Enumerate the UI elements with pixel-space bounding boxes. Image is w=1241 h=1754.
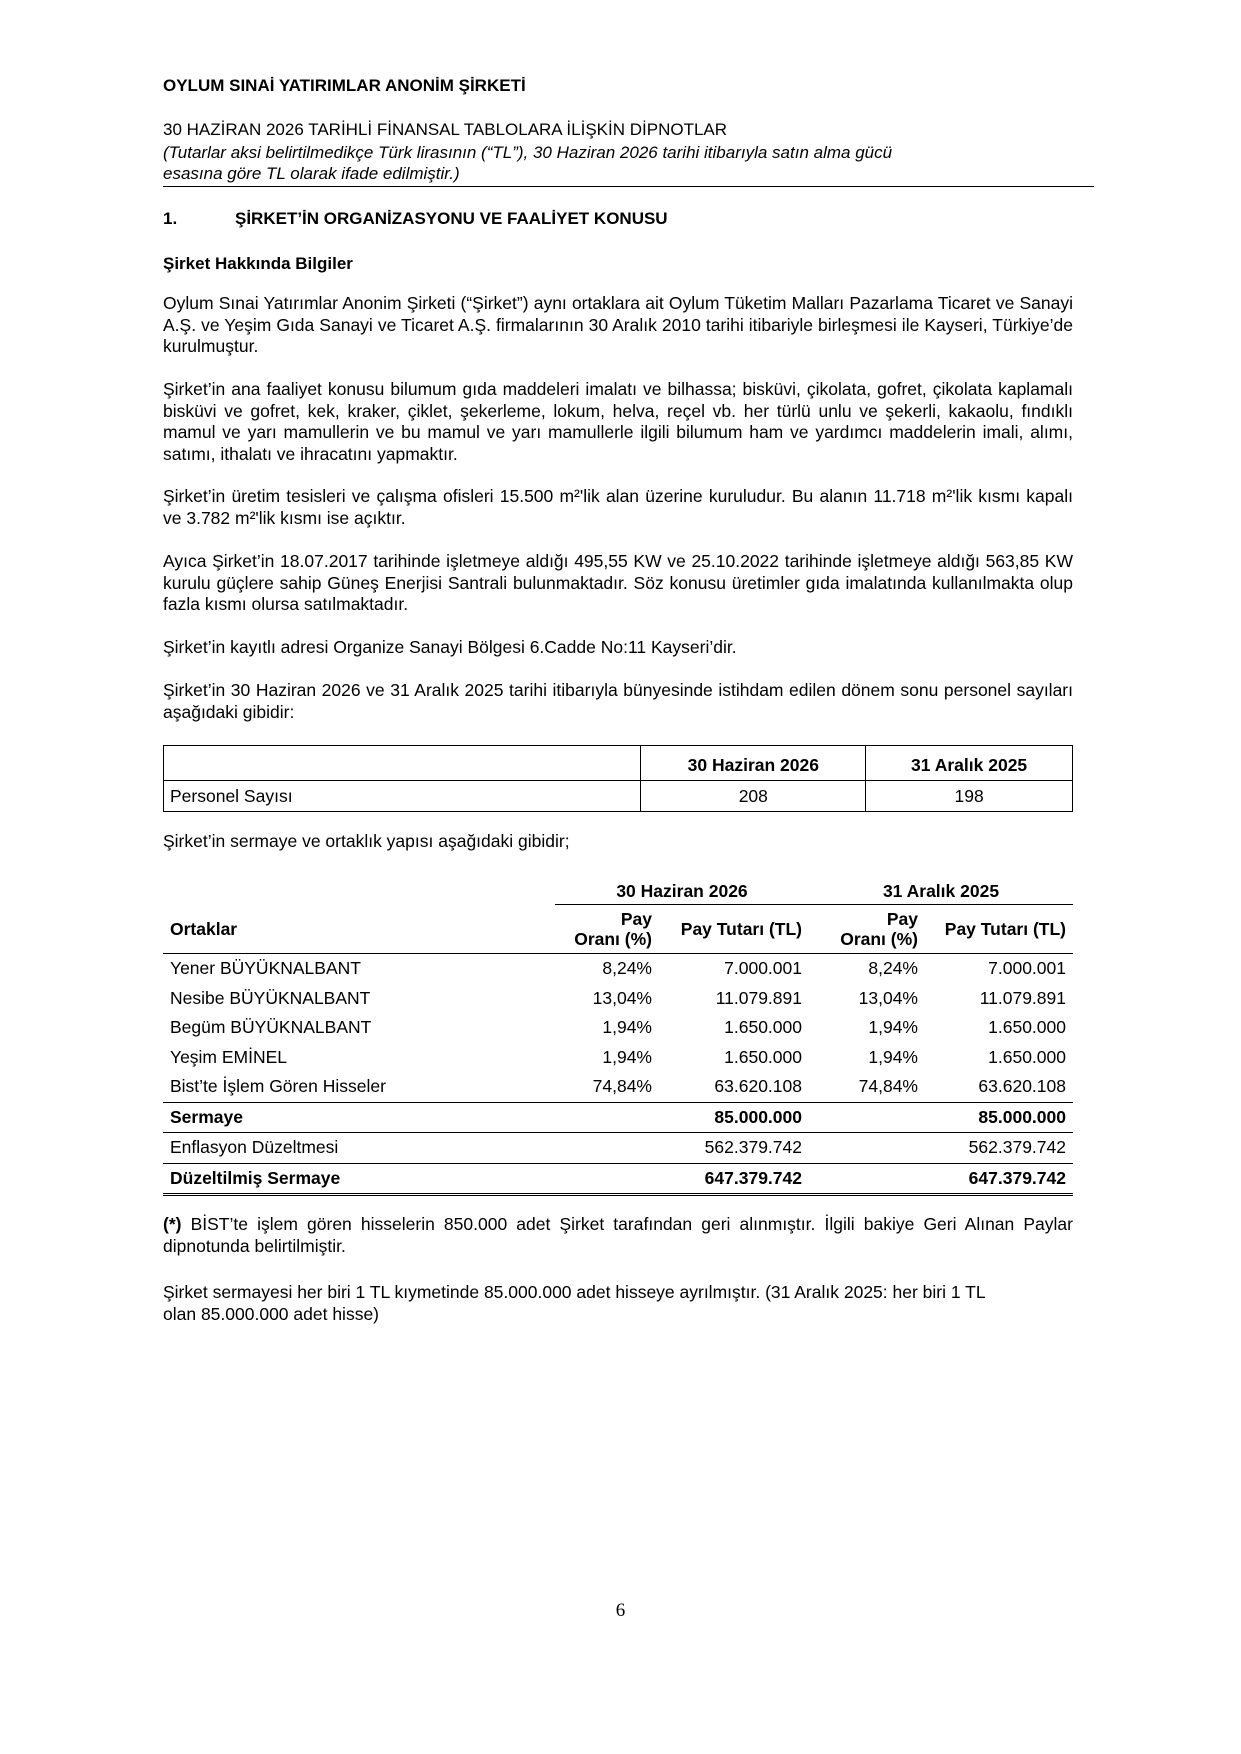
document-subtitle xyxy=(163,142,1063,184)
table-row xyxy=(163,984,1073,1014)
table-cell xyxy=(555,1133,659,1164)
share-amount: 63.620.108 xyxy=(978,1076,1066,1097)
paragraph-address: Şirket’in kayıtlı adresi Organize Sanayi Bölgesi 6.Cadde No:11 Kayseri’dir. xyxy=(163,637,737,657)
table-cell: 198 xyxy=(866,781,1073,812)
share-ratio: 8,24% xyxy=(602,958,652,979)
capital-structure-table xyxy=(163,878,1073,1196)
total-amount: 85.000.000 xyxy=(659,1102,809,1133)
share-ratio: 1,94% xyxy=(602,1017,652,1038)
share-amount: 7.000.001 xyxy=(724,958,802,979)
table-row xyxy=(163,1013,1073,1043)
paragraph-share-count xyxy=(163,1282,1073,1325)
header-line: Oranı (%) xyxy=(840,929,918,949)
share-ratio: 1,94% xyxy=(868,1017,918,1038)
header-line: Pay xyxy=(620,909,652,929)
subtitle-line: (Tutarlar aksi belirtilmedikçe Türk lirasının (“TL”), 30 Haziran 2026 tarihi itibarıyla satın alma gücü xyxy=(163,143,893,162)
section-title: ŞİRKET’İN ORGANİZASYONU VE FAALİYET KONUSU xyxy=(235,209,668,228)
row-label: Enflasyon Düzeltmesi xyxy=(163,1133,555,1164)
adjusted-capital-row xyxy=(163,1163,1073,1195)
paragraph-facilities: Şirket’in üretim tesisleri ve çalışma ofisleri 15.500 m²'lik alan üzerine kuruludur. Bu alanın 11.718 m²'lik kısmı kapalı ve 3.782 m²'lik kısmı ise açıktır. xyxy=(163,486,1073,528)
share-ratio: 1,94% xyxy=(868,1046,918,1067)
table-cell xyxy=(809,1102,925,1133)
paragraph-capital-intro: Şirket’in sermaye ve ortaklık yapısı aşağıdaki gibidir; xyxy=(163,831,570,851)
total-amount: 647.379.742 xyxy=(925,1163,1073,1195)
share-ratio: 13,04% xyxy=(592,987,652,1008)
inflation-adjustment-row xyxy=(163,1133,1073,1164)
column-header: 31 Aralık 2025 xyxy=(866,746,1073,781)
column-header: 30 Haziran 2026 xyxy=(641,746,866,781)
table-header-row xyxy=(164,746,1073,781)
personnel-table xyxy=(163,745,1073,812)
share-ratio: 1,94% xyxy=(602,1046,652,1067)
share-amount: 1.650.000 xyxy=(988,1017,1066,1038)
table-row xyxy=(163,954,1073,984)
table-cell xyxy=(809,1163,925,1195)
table-header-row xyxy=(163,905,1073,954)
paragraph-founding: Oylum Sınai Yatırımlar Anonim Şirketi (“Şirket”) aynı ortaklara ait Oylum Tüketim Malları Pazarlama Ticaret ve Sanayi A.Ş. ve Yeşim Gıda Sanayi ve Ticaret A.Ş. firmalarının 30 Aralık 2010 tarihi itibariyle birleşmesi ile Kayseri, Türkiye’de kurulmuştur. xyxy=(163,293,1073,356)
table-cell: 208 xyxy=(641,781,866,812)
row-label: Düzeltilmiş Sermaye xyxy=(163,1163,555,1195)
share-amount: 1.650.000 xyxy=(724,1046,802,1067)
header-divider xyxy=(163,186,1094,187)
partner-name: Begüm BÜYÜKNALBANT xyxy=(170,1017,372,1038)
column-header: Pay Tutarı (TL) xyxy=(659,905,809,954)
company-name: OYLUM SINAİ YATIRIMLAR ANONİM ŞİRKETİ xyxy=(163,76,526,95)
column-header: Ortaklar xyxy=(163,905,555,954)
share-amount: 11.079.891 xyxy=(979,987,1066,1008)
share-amount: 63.620.108 xyxy=(714,1076,802,1097)
total-amount: 647.379.742 xyxy=(659,1163,809,1195)
row-label: Sermaye xyxy=(163,1102,555,1133)
partner-name: Bist’te İşlem Gören Hisseler xyxy=(170,1076,386,1097)
section-number: 1. xyxy=(163,209,178,228)
share-ratio: 74,84% xyxy=(592,1076,652,1097)
paragraph-personnel-intro: Şirket’in 30 Haziran 2026 ve 31 Aralık 2025 tarihi itibarıyla bünyesinde istihdam edilen dönem sonu personel sayıları aşağıdaki gibidir: xyxy=(163,680,1073,722)
total-amount: 85.000.000 xyxy=(925,1102,1073,1133)
group-header: 31 Aralık 2025 xyxy=(809,878,1073,905)
column-header: Pay Tutarı (TL) xyxy=(925,905,1073,954)
column-header xyxy=(809,905,925,954)
header-line: Oranı (%) xyxy=(574,929,652,949)
share-ratio: 74,84% xyxy=(858,1076,918,1097)
table-cell xyxy=(163,878,555,905)
share-ratio: 13,04% xyxy=(858,987,918,1008)
share-amount: 11.079.891 xyxy=(715,987,802,1008)
paragraph-activity: Şirket’in ana faaliyet konusu bilumum gıda maddeleri imalatı ve bilhassa; bisküvi, çikolata, gofret, çikolata kaplamalı bisküvi ve gofret, kek, kraker, çiklet, şekerleme, lokum, helva, reçel vb. her türlü unlu ve şekerli, kakaolu, fındıklı mamul ve yarı mamullerin ve bu mamul ve yarı mamullerle ilgili bilumum ham ve yardımcı maddelerin imali, alımı, satımı, ithalatı ve ihracatını yapmaktır. xyxy=(163,379,1073,464)
partner-name: Nesibe BÜYÜKNALBANT xyxy=(170,987,371,1008)
amount: 562.379.742 xyxy=(925,1133,1073,1164)
amount: 562.379.742 xyxy=(659,1133,809,1164)
group-header: 30 Haziran 2026 xyxy=(555,878,809,905)
table-cell xyxy=(555,1102,659,1133)
header-line: Pay xyxy=(886,909,918,929)
table-row xyxy=(164,781,1073,812)
subheading: Şirket Hakkında Bilgiler xyxy=(163,254,353,273)
table-row xyxy=(163,1043,1073,1073)
table-cell xyxy=(164,746,641,781)
capital-total-row xyxy=(163,1102,1073,1133)
paragraph-solar-plant: Ayıca Şirket’in 18.07.2017 tarihinde işletmeye aldığı 495,55 KW ve 25.10.2022 tarihinde işletmeye aldığı 563,85 KW kurulu güçlere sahip Güneş Enerjisi Santrali bulunmaktadır. Söz konusu üretimler gıda imalatında kullanılmakta olup fazla kısmı olursa satılmaktadır. xyxy=(163,551,1073,614)
partner-name: Yeşim EMİNEL xyxy=(170,1046,288,1067)
footnote-text: BİST’te işlem gören hisselerin 850.000 adet Şirket tarafından geri alınmıştır. İlgili bakiye Geri Alınan Paylar dipnotunda belirtilmiştir. xyxy=(163,1214,1073,1256)
footnote-marker: (*) xyxy=(163,1214,182,1234)
document-title: 30 HAZİRAN 2026 TARİHLİ FİNANSAL TABLOLARA İLİŞKİN DİPNOTLAR xyxy=(163,120,728,139)
table-row xyxy=(163,1072,1073,1102)
table-cell xyxy=(555,1163,659,1195)
share-amount: 1.650.000 xyxy=(988,1046,1066,1067)
section-heading xyxy=(163,209,668,229)
page-number: 6 xyxy=(615,1600,626,1621)
partner-name: Yener BÜYÜKNALBANT xyxy=(170,958,361,979)
table-cell xyxy=(809,1133,925,1164)
share-amount: 1.650.000 xyxy=(724,1017,802,1038)
share-amount: 7.000.001 xyxy=(988,958,1066,979)
column-header xyxy=(555,905,659,954)
row-label: Personel Sayısı xyxy=(164,781,641,812)
text-line: olan 85.000.000 adet hisse) xyxy=(163,1303,379,1324)
text-line: Şirket sermayesi her biri 1 TL kıymetinde 85.000.000 adet hisseye ayrılmıştır. (31 Aralık 2025: her biri 1 TL xyxy=(163,1282,986,1302)
table-group-header-row xyxy=(163,878,1073,905)
footnote-treasury-shares xyxy=(163,1214,1073,1257)
subtitle-line: esasına göre TL olarak ifade edilmiştir.) xyxy=(163,164,460,183)
share-ratio: 8,24% xyxy=(868,958,918,979)
